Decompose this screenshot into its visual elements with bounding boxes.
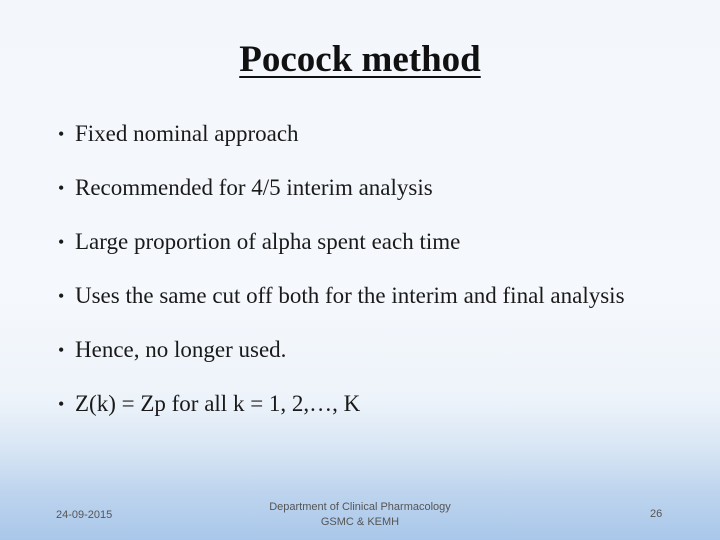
bullet-text: Hence, no longer used. [75,337,287,362]
bullet-list [58,112,658,436]
bullet-item [58,274,658,318]
bullet-icon: • [58,394,65,414]
bullet-icon: • [58,286,65,306]
bullet-item [58,166,658,210]
bullet-item [58,220,658,264]
bullet-text: Large proportion of alpha spent each time [75,229,461,254]
bullet-item [58,328,658,372]
bullet-text: Fixed nominal approach [75,121,299,146]
footer-date: 24-09-2015 [56,509,113,521]
page-number: 26 [650,508,663,520]
bullet-icon: • [58,178,65,198]
bullet-text: Z(k) = Zp for all k = 1, 2,…, K [75,391,361,416]
bullet-item [58,382,658,426]
footer-department [230,500,490,530]
footer-department-line2: GSMC & KEMH [320,516,400,528]
bullet-text: Recommended for 4/5 interim analysis [75,175,433,200]
bullet-icon: • [58,340,65,360]
bullet-icon: • [58,232,65,252]
bullet-text: Uses the same cut off both for the interim and final analysis [75,283,625,308]
bullet-item [58,112,658,156]
slide-footer [0,496,720,536]
slide-title: Pocock method [239,39,481,80]
bullet-icon: • [58,124,65,144]
footer-department-line1: Department of Clinical Pharmacology [269,501,451,513]
